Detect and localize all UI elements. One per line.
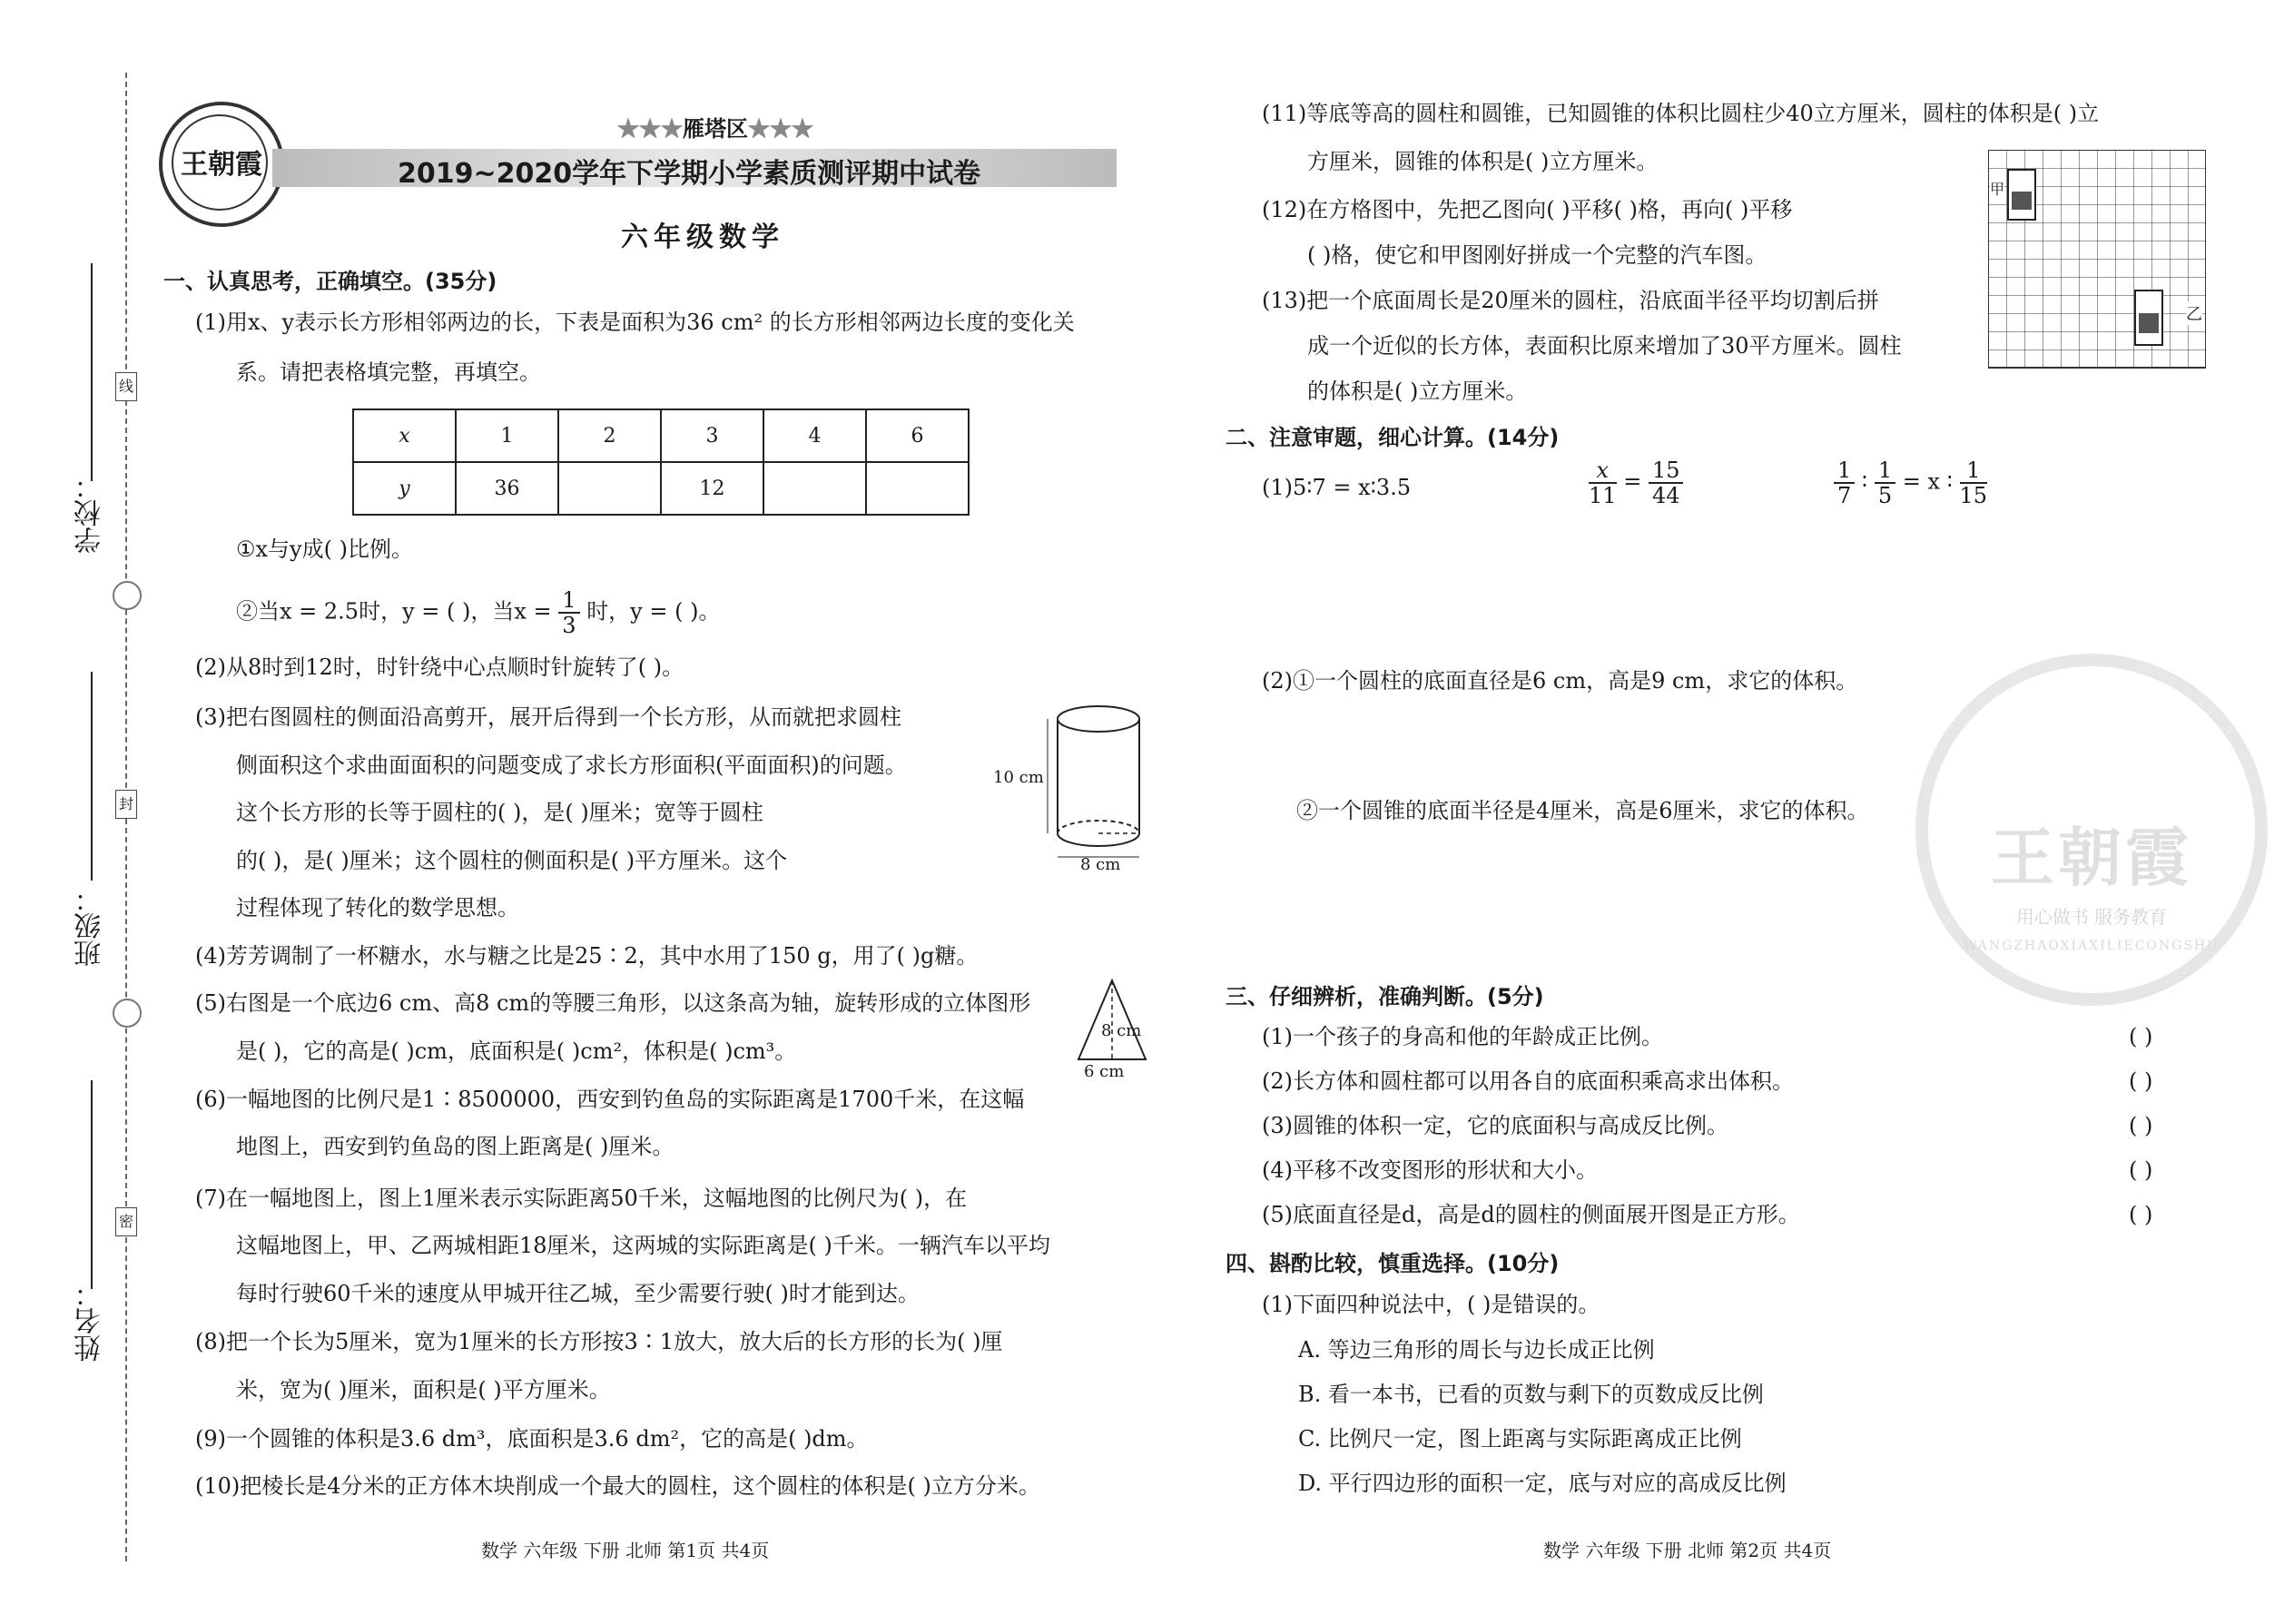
logo [159, 102, 284, 227]
equals-x: = x ∶ [1902, 468, 1953, 495]
footer-right: 数学 六年级 下册 北师 第2页 共4页 [1543, 1540, 1832, 1561]
q10: (10)把棱长是4分米的正方体木块削成一个最大的圆柱，这个圆柱的体积是( )立方分米。 [195, 1473, 1040, 1499]
class-field-line[interactable] [91, 672, 93, 881]
triangle-height-label: 8 cm [1101, 1021, 1142, 1040]
q1-part-b [236, 588, 720, 637]
judge-item: (4)平移不改变图形的形状和大小。 [1262, 1157, 1598, 1183]
table-input-cell[interactable] [558, 462, 661, 515]
subject-title: 六年级数学 [621, 221, 784, 253]
calc-1a: (1)5∶7 = x∶3.5 [1262, 475, 1412, 500]
translation-grid [1988, 150, 2206, 372]
q12-line-1: (12)在方格图中，先把乙图向( )平移( )格，再向( )平移 [1262, 197, 1793, 222]
calc-1c [1834, 458, 1987, 507]
fraction-one-third [558, 588, 579, 637]
fraction-1-7 [1834, 458, 1855, 507]
q5-line-1: (5)右图是一个底边6 cm、高8 cm的等腰三角形，以这条高为轴，旋转形成的立体图形 [195, 990, 1031, 1016]
choice-q1: (1)下面四种说法中，( )是错误的。 [1262, 1292, 1600, 1317]
q11-line-1: (11)等底等高的圆柱和圆锥，已知圆锥的体积比圆柱少40立方厘米，圆柱的体积是( )立 [1262, 101, 2100, 126]
q13-line-3: 的体积是( )立方厘米。 [1307, 379, 1528, 404]
table-input-cell[interactable] [763, 462, 866, 515]
xy-table [352, 408, 970, 516]
q11-line-2: 方厘米，圆锥的体积是( )立方厘米。 [1307, 149, 1659, 174]
choice-option[interactable]: D. 平行四边形的面积一定，底与对应的高成反比例 [1298, 1471, 1787, 1496]
q1-part-b-text: ②当x = 2.5时，y = ( )，当x = [236, 598, 552, 625]
denominator: 15 [1959, 483, 1988, 508]
q4: (4)芳芳调制了一杯糖水，水与糖之比是25∶2，其中水用了150 g，用了( )g糖。 [195, 943, 979, 969]
q7-line-3: 每时行驶60千米的速度从甲城开往乙城，至少需要行驶( )时才能到达。 [236, 1281, 920, 1306]
fraction-1-5 [1875, 458, 1895, 507]
denominator: 7 [1837, 483, 1852, 508]
class-label: 班级： [74, 885, 106, 967]
name-field-line[interactable] [91, 1080, 93, 1289]
q13-line-1: (13)把一个底面周长是20厘米的圆柱，沿底面半径平均切割后拼 [1262, 288, 1879, 313]
triangle-base-label: 6 cm [1084, 1062, 1125, 1081]
denominator: 3 [562, 613, 576, 638]
q8-line-1: (8)把一个长为5厘米，宽为1厘米的长方形按3∶1放大，放大后的长方形的长为( )厘 [195, 1329, 1003, 1354]
car-shape-b [2135, 290, 2162, 345]
q3-line-3: 这个长方形的长等于圆柱的( )，是( )厘米；宽等于圆柱 [236, 800, 763, 825]
fraction-1-15 [1960, 458, 1988, 507]
equals-sign: = [1623, 468, 1642, 495]
answer-paren[interactable]: ( ) [2129, 1024, 2153, 1049]
answer-paren[interactable]: ( ) [2129, 1157, 2153, 1183]
watermark-slogan: 用心做书 服务教育 [2015, 906, 2168, 928]
cylinder-height-label: 10 cm [993, 768, 1044, 787]
q3-line-1: (3)把右图圆柱的侧面沿高剪开，展开后得到一个长方形，从而就把求圆柱 [195, 704, 901, 730]
table-row [353, 409, 969, 462]
table-cell: 36 [456, 462, 558, 515]
choice-option[interactable]: B. 看一本书，已看的页数与剩下的页数成反比例 [1298, 1382, 1764, 1407]
footer-left: 数学 六年级 下册 北师 第1页 共4页 [481, 1540, 770, 1561]
numerator: 1 [1834, 458, 1855, 484]
district: 雁塔区 [683, 115, 748, 142]
q7-line-1: (7)在一幅地图上，图上1厘米表示实际距离50千米，这幅地图的比例尺为( )，在 [195, 1186, 968, 1211]
judge-item: (1)一个孩子的身高和他的年龄成正比例。 [1262, 1024, 1663, 1049]
table-cell: 12 [661, 462, 763, 515]
section-2-heading: 二、注意审题，细心计算。(14分) [1226, 425, 1560, 450]
q9: (9)一个圆锥的体积是3.6 dm³，底面积是3.6 dm²，它的高是( )dm。 [195, 1426, 869, 1452]
q6-line-1: (6)一幅地图的比例尺是1∶8500000，西安到钓鱼岛的实际距离是1700千米，在这幅 [195, 1087, 1025, 1112]
school-field-line[interactable] [91, 263, 93, 481]
q1-part-b-text-2: 时，y = ( )。 [586, 598, 721, 625]
q6-line-2: 地图上，西安到钓鱼岛的图上距离是( )厘米。 [236, 1134, 674, 1159]
watermark-ring-text: WANGZHAOXIAXILIECONGSHU [1964, 939, 2220, 953]
numerator: 1 [1960, 458, 1988, 484]
q12-line-2: ( )格，使它和甲图刚好拼成一个完整的汽车图。 [1307, 242, 1767, 268]
district-line: ★★★雁塔区★★★ [617, 115, 813, 142]
section-1-heading: 一、认真思考，正确填空。(35分) [163, 269, 497, 294]
name-label: 姓名： [74, 1280, 106, 1362]
table-cell: 3 [661, 409, 763, 462]
answer-paren[interactable]: ( ) [2129, 1068, 2153, 1094]
judge-item: (2)长方体和圆柱都可以用各自的底面积乘高求出体积。 [1262, 1068, 1794, 1094]
numerator: 1 [1875, 458, 1895, 484]
choice-option[interactable]: A. 等边三角形的周长与边长成正比例 [1298, 1337, 1655, 1363]
table-cell: 6 [866, 409, 969, 462]
table-cell: 2 [558, 409, 661, 462]
choice-option[interactable]: C. 比例尺一定，图上距离与实际距离成正比例 [1298, 1426, 1742, 1452]
section-3-heading: 三、仔细辨析，准确判断。(5分) [1226, 984, 1544, 1009]
denominator: 44 [1651, 483, 1680, 508]
section-4-heading: 四、斟酌比较，慎重选择。(10分) [1226, 1251, 1560, 1276]
calc-1b [1589, 458, 1683, 507]
denominator: 11 [1589, 483, 1617, 508]
q1-part-a: ①x与y成( )比例。 [236, 536, 413, 562]
answer-paren[interactable]: ( ) [2129, 1113, 2153, 1138]
q5-line-2: 是( )，它的高是( )cm，底面积是( )cm²，体积是( )cm³。 [236, 1038, 797, 1064]
page-title: 2019~2020学年下学期小学素质测评期中试卷 [398, 158, 981, 190]
grid-label-a: 甲 [1990, 178, 2004, 199]
watermark-seal [1915, 654, 2268, 1006]
grid-label-b: 乙 [2186, 301, 2202, 325]
numerator: x [1589, 458, 1617, 484]
logo-text: 王朝霞 [181, 149, 262, 181]
judge-item: (3)圆锥的体积一定，它的底面积与高成反比例。 [1262, 1113, 1728, 1138]
table-input-cell[interactable] [866, 462, 969, 515]
q7-line-2: 这幅地图上，甲、乙两城相距18厘米，这两城的实际距离是( )千米。一辆汽车以平均 [236, 1233, 1050, 1258]
table-cell: 1 [456, 409, 558, 462]
car-shape-a [2008, 170, 2035, 220]
seal-mark: 封 [115, 790, 137, 819]
fraction-x-11 [1589, 458, 1617, 507]
q3-line-2: 侧面积这个求曲面面积的问题变成了求长方形面积(平面面积)的问题。 [236, 753, 907, 778]
answer-paren[interactable]: ( ) [2129, 1202, 2153, 1227]
binding-hole [113, 999, 142, 1028]
school-label: 学校： [74, 472, 106, 554]
judge-item: (5)底面直径是d，高是d的圆柱的侧面展开图是正方形。 [1262, 1202, 1800, 1227]
numerator: 1 [558, 588, 579, 614]
q1-line-2: 系。请把表格填完整，再填空。 [236, 359, 541, 385]
table-row [353, 462, 969, 515]
seal-mark: 线 [115, 372, 137, 401]
table-cell: y [353, 462, 456, 515]
watermark-name: 王朝霞 [1991, 820, 2192, 895]
colon-sign: ∶ [1861, 468, 1868, 495]
q3-line-5: 过程体现了转化的数学思想。 [236, 895, 519, 920]
fraction-15-44 [1649, 458, 1684, 507]
calc-2b: ②一个圆锥的底面半径是4厘米，高是6厘米，求它的体积。 [1296, 798, 1869, 823]
table-cell: 4 [763, 409, 866, 462]
q13-line-2: 成一个近似的长方体，表面积比原来增加了30平方厘米。圆柱 [1307, 333, 1902, 359]
q1-line-1: (1)用x、y表示长方形相邻两边的长，下表是面积为36 cm² 的长方形相邻两边长度的变化关 [195, 310, 1075, 335]
q3-line-4: 的( )，是( )厘米；这个圆柱的侧面积是( )平方厘米。这个 [236, 848, 788, 873]
q2: (2)从8时到12时，时针绕中心点顺时针旋转了( )。 [195, 655, 684, 680]
numerator: 15 [1649, 458, 1684, 484]
cylinder-figure [989, 699, 1162, 881]
cylinder-diameter-label: 8 cm [1080, 855, 1121, 874]
q8-line-2: 米，宽为( )厘米，面积是( )平方厘米。 [236, 1377, 611, 1403]
calc-2a: (2)①一个圆柱的底面直径是6 cm，高是9 cm，求它的体积。 [1262, 668, 1858, 694]
binding-hole [113, 581, 142, 610]
denominator: 5 [1877, 483, 1893, 508]
table-cell: x [353, 409, 456, 462]
seal-mark: 密 [115, 1207, 137, 1236]
